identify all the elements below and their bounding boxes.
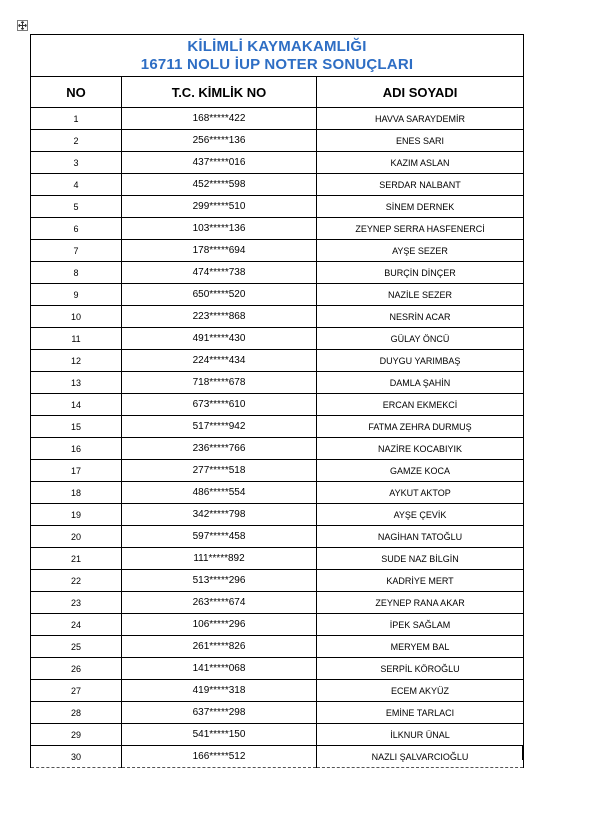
cell-name: DAMLA ŞAHİN bbox=[317, 372, 524, 394]
header-row bbox=[31, 77, 524, 108]
cell-no: 29 bbox=[31, 724, 122, 746]
cell-tc: 236*****766 bbox=[122, 438, 317, 460]
table-row bbox=[31, 152, 524, 174]
table-title bbox=[31, 35, 524, 77]
cell-name: İLKNUR ÜNAL bbox=[317, 724, 524, 746]
cell-no: 15 bbox=[31, 416, 122, 438]
results-table bbox=[30, 34, 524, 768]
cell-no: 22 bbox=[31, 570, 122, 592]
cell-no: 16 bbox=[31, 438, 122, 460]
cell-tc: 474*****738 bbox=[122, 262, 317, 284]
table-body bbox=[31, 108, 524, 768]
table-row bbox=[31, 482, 524, 504]
cell-tc: 178*****694 bbox=[122, 240, 317, 262]
table-row bbox=[31, 438, 524, 460]
cell-name: ERCAN EKMEKCİ bbox=[317, 394, 524, 416]
cell-tc: 673*****610 bbox=[122, 394, 317, 416]
cell-tc: 637*****298 bbox=[122, 702, 317, 724]
table-row bbox=[31, 592, 524, 614]
cell-name: NAZİRE KOCABIYIK bbox=[317, 438, 524, 460]
cell-no: 25 bbox=[31, 636, 122, 658]
cell-tc: 342*****798 bbox=[122, 504, 317, 526]
table-move-handle-icon[interactable] bbox=[17, 20, 28, 31]
cell-name: NAGİHAN TATOĞLU bbox=[317, 526, 524, 548]
table-row bbox=[31, 350, 524, 372]
table-row bbox=[31, 328, 524, 350]
cell-name: GÜLAY ÖNCÜ bbox=[317, 328, 524, 350]
cell-no: 1 bbox=[31, 108, 122, 130]
table-row bbox=[31, 724, 524, 746]
table-row bbox=[31, 504, 524, 526]
cell-no: 9 bbox=[31, 284, 122, 306]
cell-name: SERPİL KÖROĞLU bbox=[317, 658, 524, 680]
table-row bbox=[31, 548, 524, 570]
cell-tc: 103*****136 bbox=[122, 218, 317, 240]
title-line-2: 16711 NOLU İUP NOTER SONUÇLARI bbox=[140, 55, 414, 73]
cell-tc: 513*****296 bbox=[122, 570, 317, 592]
cell-no: 21 bbox=[31, 548, 122, 570]
table-row bbox=[31, 108, 524, 130]
cell-no: 14 bbox=[31, 394, 122, 416]
column-header-name: ADI SOYADI bbox=[317, 77, 524, 108]
column-header-no: NO bbox=[31, 77, 122, 108]
cell-name: HAVVA SARAYDEMİR bbox=[317, 108, 524, 130]
cell-tc: 491*****430 bbox=[122, 328, 317, 350]
cell-name: AYŞE SEZER bbox=[317, 240, 524, 262]
cell-name: SERDAR NALBANT bbox=[317, 174, 524, 196]
cell-name: İPEK SAĞLAM bbox=[317, 614, 524, 636]
cell-tc: 168*****422 bbox=[122, 108, 317, 130]
cell-tc: 597*****458 bbox=[122, 526, 317, 548]
cell-tc: 437*****016 bbox=[122, 152, 317, 174]
cell-no: 11 bbox=[31, 328, 122, 350]
cell-name: DUYGU YARIMBAŞ bbox=[317, 350, 524, 372]
table-row bbox=[31, 658, 524, 680]
cell-no: 5 bbox=[31, 196, 122, 218]
cell-name: EMİNE TARLACI bbox=[317, 702, 524, 724]
cell-no: 20 bbox=[31, 526, 122, 548]
table-row bbox=[31, 394, 524, 416]
table-row bbox=[31, 372, 524, 394]
table-row bbox=[31, 746, 524, 768]
cell-tc: 419*****318 bbox=[122, 680, 317, 702]
cell-tc: 256*****136 bbox=[122, 130, 317, 152]
cell-name: ZEYNEP RANA AKAR bbox=[317, 592, 524, 614]
title-line-1: KİLİMLİ KAYMAKAMLIĞI bbox=[187, 37, 367, 55]
cell-no: 8 bbox=[31, 262, 122, 284]
cell-no: 4 bbox=[31, 174, 122, 196]
table-row bbox=[31, 614, 524, 636]
table-row bbox=[31, 526, 524, 548]
table-row bbox=[31, 218, 524, 240]
table-row bbox=[31, 284, 524, 306]
cell-name: SUDE NAZ BİLGİN bbox=[317, 548, 524, 570]
cell-tc: 224*****434 bbox=[122, 350, 317, 372]
table-row bbox=[31, 130, 524, 152]
cell-no: 13 bbox=[31, 372, 122, 394]
cell-tc: 166*****512 bbox=[122, 746, 317, 768]
cell-tc: 452*****598 bbox=[122, 174, 317, 196]
cell-no: 18 bbox=[31, 482, 122, 504]
cell-no: 10 bbox=[31, 306, 122, 328]
cell-tc: 277*****518 bbox=[122, 460, 317, 482]
cell-tc: 223*****868 bbox=[122, 306, 317, 328]
cell-no: 17 bbox=[31, 460, 122, 482]
cell-name: GAMZE KOCA bbox=[317, 460, 524, 482]
cell-no: 26 bbox=[31, 658, 122, 680]
table-row bbox=[31, 416, 524, 438]
cell-no: 12 bbox=[31, 350, 122, 372]
cell-no: 28 bbox=[31, 702, 122, 724]
cell-tc: 541*****150 bbox=[122, 724, 317, 746]
cell-no: 7 bbox=[31, 240, 122, 262]
cell-name: ENES SARI bbox=[317, 130, 524, 152]
cell-tc: 106*****296 bbox=[122, 614, 317, 636]
cell-no: 23 bbox=[31, 592, 122, 614]
table-row bbox=[31, 262, 524, 284]
cell-no: 27 bbox=[31, 680, 122, 702]
cell-name: KAZIM ASLAN bbox=[317, 152, 524, 174]
cell-tc: 718*****678 bbox=[122, 372, 317, 394]
cell-name: FATMA ZEHRA DURMUŞ bbox=[317, 416, 524, 438]
table-row bbox=[31, 240, 524, 262]
cell-name: NAZİLE SEZER bbox=[317, 284, 524, 306]
cell-name: ECEM AKYÜZ bbox=[317, 680, 524, 702]
cell-name: BURÇİN DİNÇER bbox=[317, 262, 524, 284]
cell-tc: 261*****826 bbox=[122, 636, 317, 658]
cell-no: 3 bbox=[31, 152, 122, 174]
column-header-tc: T.C. KİMLİK NO bbox=[122, 77, 317, 108]
cell-tc: 299*****510 bbox=[122, 196, 317, 218]
cell-tc: 650*****520 bbox=[122, 284, 317, 306]
end-of-row-mark bbox=[522, 746, 523, 760]
cell-tc: 263*****674 bbox=[122, 592, 317, 614]
cell-tc: 111*****892 bbox=[122, 548, 317, 570]
cell-no: 6 bbox=[31, 218, 122, 240]
cell-no: 24 bbox=[31, 614, 122, 636]
cell-name: NESRİN ACAR bbox=[317, 306, 524, 328]
table-row bbox=[31, 570, 524, 592]
cell-tc: 517*****942 bbox=[122, 416, 317, 438]
table-row bbox=[31, 460, 524, 482]
cell-name: AYKUT AKTOP bbox=[317, 482, 524, 504]
cell-tc: 141*****068 bbox=[122, 658, 317, 680]
cell-tc: 486*****554 bbox=[122, 482, 317, 504]
table-row bbox=[31, 306, 524, 328]
table-row bbox=[31, 174, 524, 196]
cell-name: NAZLI ŞALVARCIOĞLU bbox=[317, 746, 524, 768]
cell-name: AYŞE ÇEVİK bbox=[317, 504, 524, 526]
cell-no: 30 bbox=[31, 746, 122, 768]
table-row bbox=[31, 636, 524, 658]
table-row bbox=[31, 702, 524, 724]
table-row bbox=[31, 196, 524, 218]
table-row bbox=[31, 680, 524, 702]
cell-name: MERYEM BAL bbox=[317, 636, 524, 658]
cell-no: 19 bbox=[31, 504, 122, 526]
cell-name: SİNEM DERNEK bbox=[317, 196, 524, 218]
cell-no: 2 bbox=[31, 130, 122, 152]
cell-name: KADRİYE MERT bbox=[317, 570, 524, 592]
cell-name: ZEYNEP SERRA HASFENERCİ bbox=[317, 218, 524, 240]
